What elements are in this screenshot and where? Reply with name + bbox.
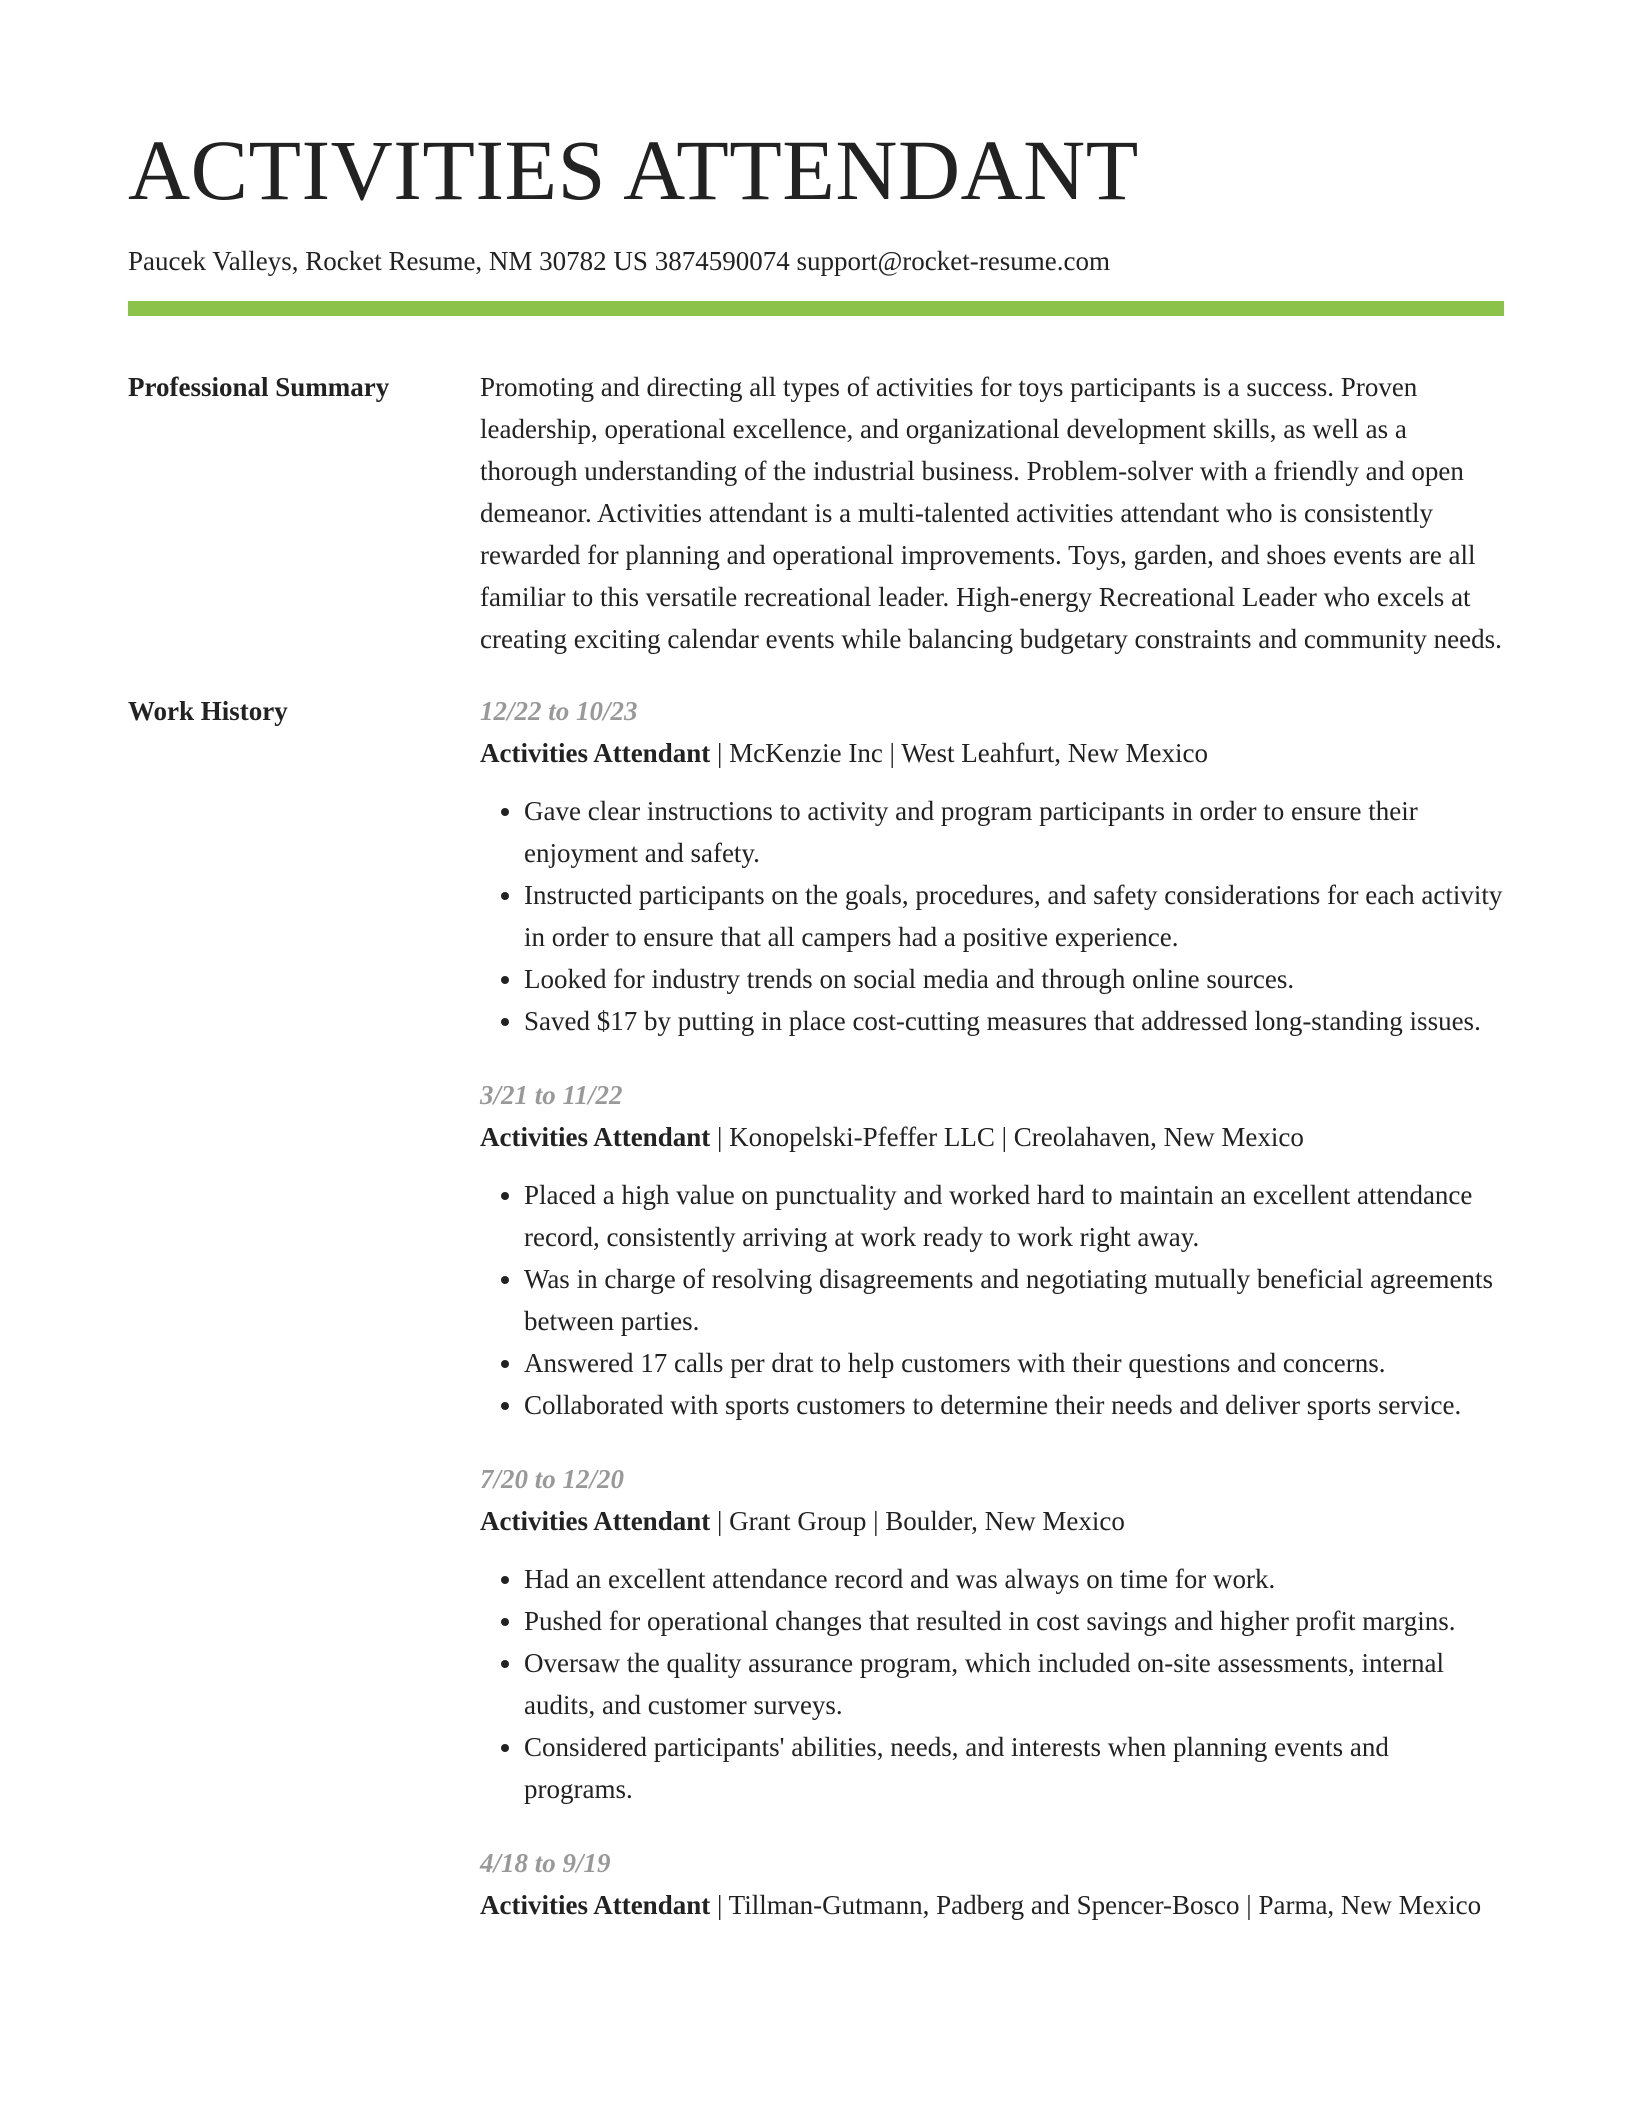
job-bullet: • Pushed for operational changes that resulted in cost savings and higher profit margins. xyxy=(524,1600,1504,1642)
job-title-line xyxy=(480,1884,1504,1926)
job-title-line xyxy=(480,1500,1504,1542)
job-entry xyxy=(480,690,1504,1042)
job-dates: 7/20 to 12/20 xyxy=(480,1464,625,1494)
summary-body xyxy=(480,366,1504,660)
job-title: Activities Attendant xyxy=(480,1506,711,1536)
job-entry xyxy=(480,1842,1504,1926)
job-bullets xyxy=(480,1558,1504,1810)
job-bullet: • Had an excellent attendance record and was always on time for work. xyxy=(524,1558,1504,1600)
job-bullet: • Answered 17 calls per drat to help customers with their questions and concerns. xyxy=(524,1342,1504,1384)
job-bullets xyxy=(480,790,1504,1042)
job-entry xyxy=(480,1074,1504,1426)
job-employer-location: | Tillman-Gutmann, Padberg and Spencer-Bosco | Parma, New Mexico xyxy=(710,1890,1482,1920)
job-employer-location: | Grant Group | Boulder, New Mexico xyxy=(710,1506,1125,1536)
job-title: Activities Attendant xyxy=(480,1890,711,1920)
job-bullet: • Gave clear instructions to activity and program participants in order to ensure their enjoyment and safety. xyxy=(524,790,1504,874)
job-employer-location: | Konopelski-Pfeffer LLC | Creolahaven, New Mexico xyxy=(710,1122,1304,1152)
section-label-work-history: Work History xyxy=(128,696,288,726)
summary-text: Promoting and directing all types of activities for toys participants is a success. Proven leadership, operational excellence, and organizational development skills, as well as a thorough understanding of the industrial business. Problem-solver with a friendly and open demeanor. Activities attendant is a multi-talented activities attendant who is consistently rewarded for planning and operational improvements. Toys, garden, and shoes events are all familiar to this versatile recreational leader. High-energy Recreational Leader who excels at creating exciting calendar events while balancing budgetary constraints and community needs. xyxy=(480,372,1502,654)
job-employer-location: | McKenzie Inc | West Leahfurt, New Mexico xyxy=(710,738,1208,768)
job-title-line xyxy=(480,732,1504,774)
job-bullet: • Oversaw the quality assurance program, which included on-site assessments, internal audits, and customer surveys. xyxy=(524,1642,1504,1726)
job-bullet: • Considered participants' abilities, needs, and interests when planning events and programs. xyxy=(524,1726,1504,1810)
job-title-line xyxy=(480,1116,1504,1158)
job-bullets xyxy=(480,1174,1504,1426)
job-bullet: • Placed a high value on punctuality and worked hard to maintain an excellent attendance record, consistently arriving at work ready to work right away. xyxy=(524,1174,1504,1258)
job-bullet: • Collaborated with sports customers to determine their needs and deliver sports service. xyxy=(524,1384,1504,1426)
job-title: Activities Attendant xyxy=(480,738,711,768)
work-history-section xyxy=(128,690,1504,1958)
section-label-summary: Professional Summary xyxy=(128,372,390,402)
professional-summary-section xyxy=(128,366,1504,660)
job-bullet: • Was in charge of resolving disagreements and negotiating mutually beneficial agreements between parties. xyxy=(524,1258,1504,1342)
job-dates: 3/21 to 11/22 xyxy=(480,1080,623,1110)
candidate-name: ACTIVITIES ATTENDANT xyxy=(128,122,1139,218)
job-bullet: • Saved $17 by putting in place cost-cutting measures that addressed long-standing issues. xyxy=(524,1000,1504,1042)
job-entry xyxy=(480,1458,1504,1810)
contact-info: Paucek Valleys, Rocket Resume, NM 30782 US 3874590074 support@rocket-resume.com xyxy=(128,246,1110,276)
resume-page xyxy=(128,0,1504,1958)
job-bullet: • Instructed participants on the goals, procedures, and safety considerations for each activity in order to ensure that all campers had a positive experience. xyxy=(524,874,1504,958)
job-title: Activities Attendant xyxy=(480,1122,711,1152)
job-dates: 12/22 to 10/23 xyxy=(480,696,638,726)
job-bullet: • Looked for industry trends on social media and through online sources. xyxy=(524,958,1504,1000)
work-history-list xyxy=(480,690,1504,1958)
header-divider xyxy=(128,301,1504,316)
job-dates: 4/18 to 9/19 xyxy=(480,1848,611,1878)
